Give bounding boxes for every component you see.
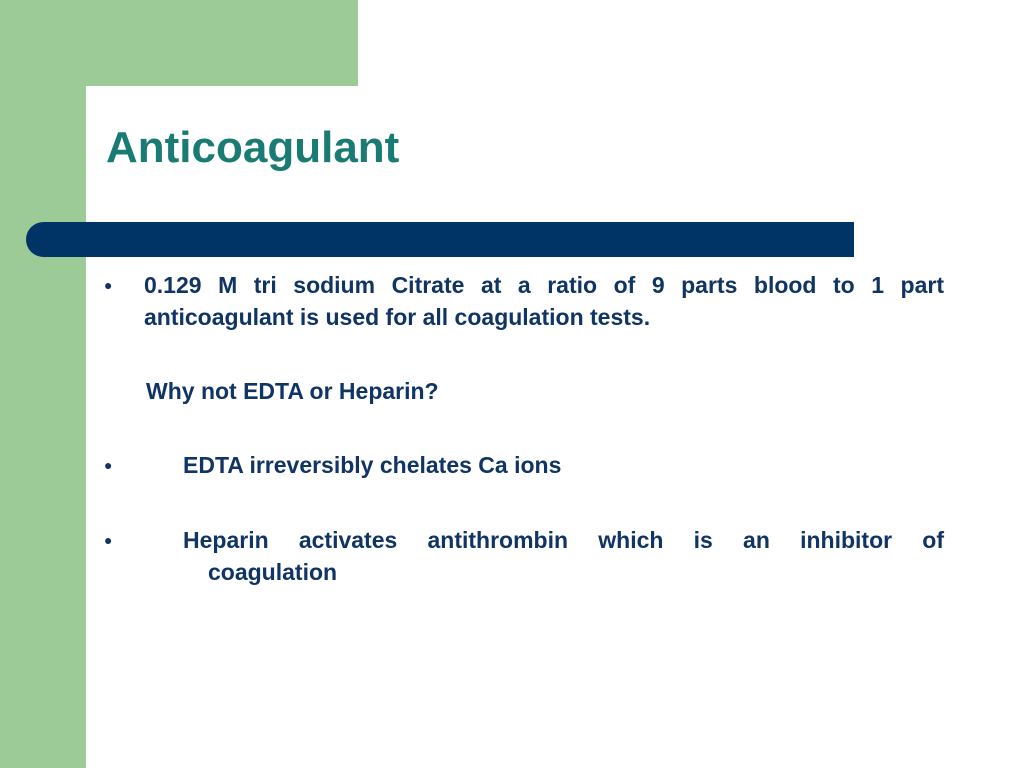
bullet-text-citrate: 0.129 M tri sodium Citrate at a ratio of 9 parts blood to 1 part anticoagulant is used for all coagulation tests. bbox=[144, 272, 944, 330]
content-panel bbox=[86, 86, 1024, 768]
green-decor-left bbox=[0, 0, 86, 768]
title-underline-bar bbox=[26, 222, 854, 257]
bullet-dot: ● bbox=[104, 532, 113, 548]
bullet-text-heparin-line1: Heparin activates antithrombin which is an inhibitor of bbox=[183, 527, 944, 553]
bullet-text-edta: EDTA irreversibly chelates Ca ions bbox=[183, 452, 562, 478]
bullet-text-heparin-line2: coagulation bbox=[208, 559, 338, 585]
bullet-dot: ● bbox=[104, 277, 113, 293]
question-text: Why not EDTA or Heparin? bbox=[146, 378, 439, 404]
slide-title: Anticoagulant bbox=[106, 123, 400, 172]
bullet-dot: ● bbox=[104, 457, 113, 473]
